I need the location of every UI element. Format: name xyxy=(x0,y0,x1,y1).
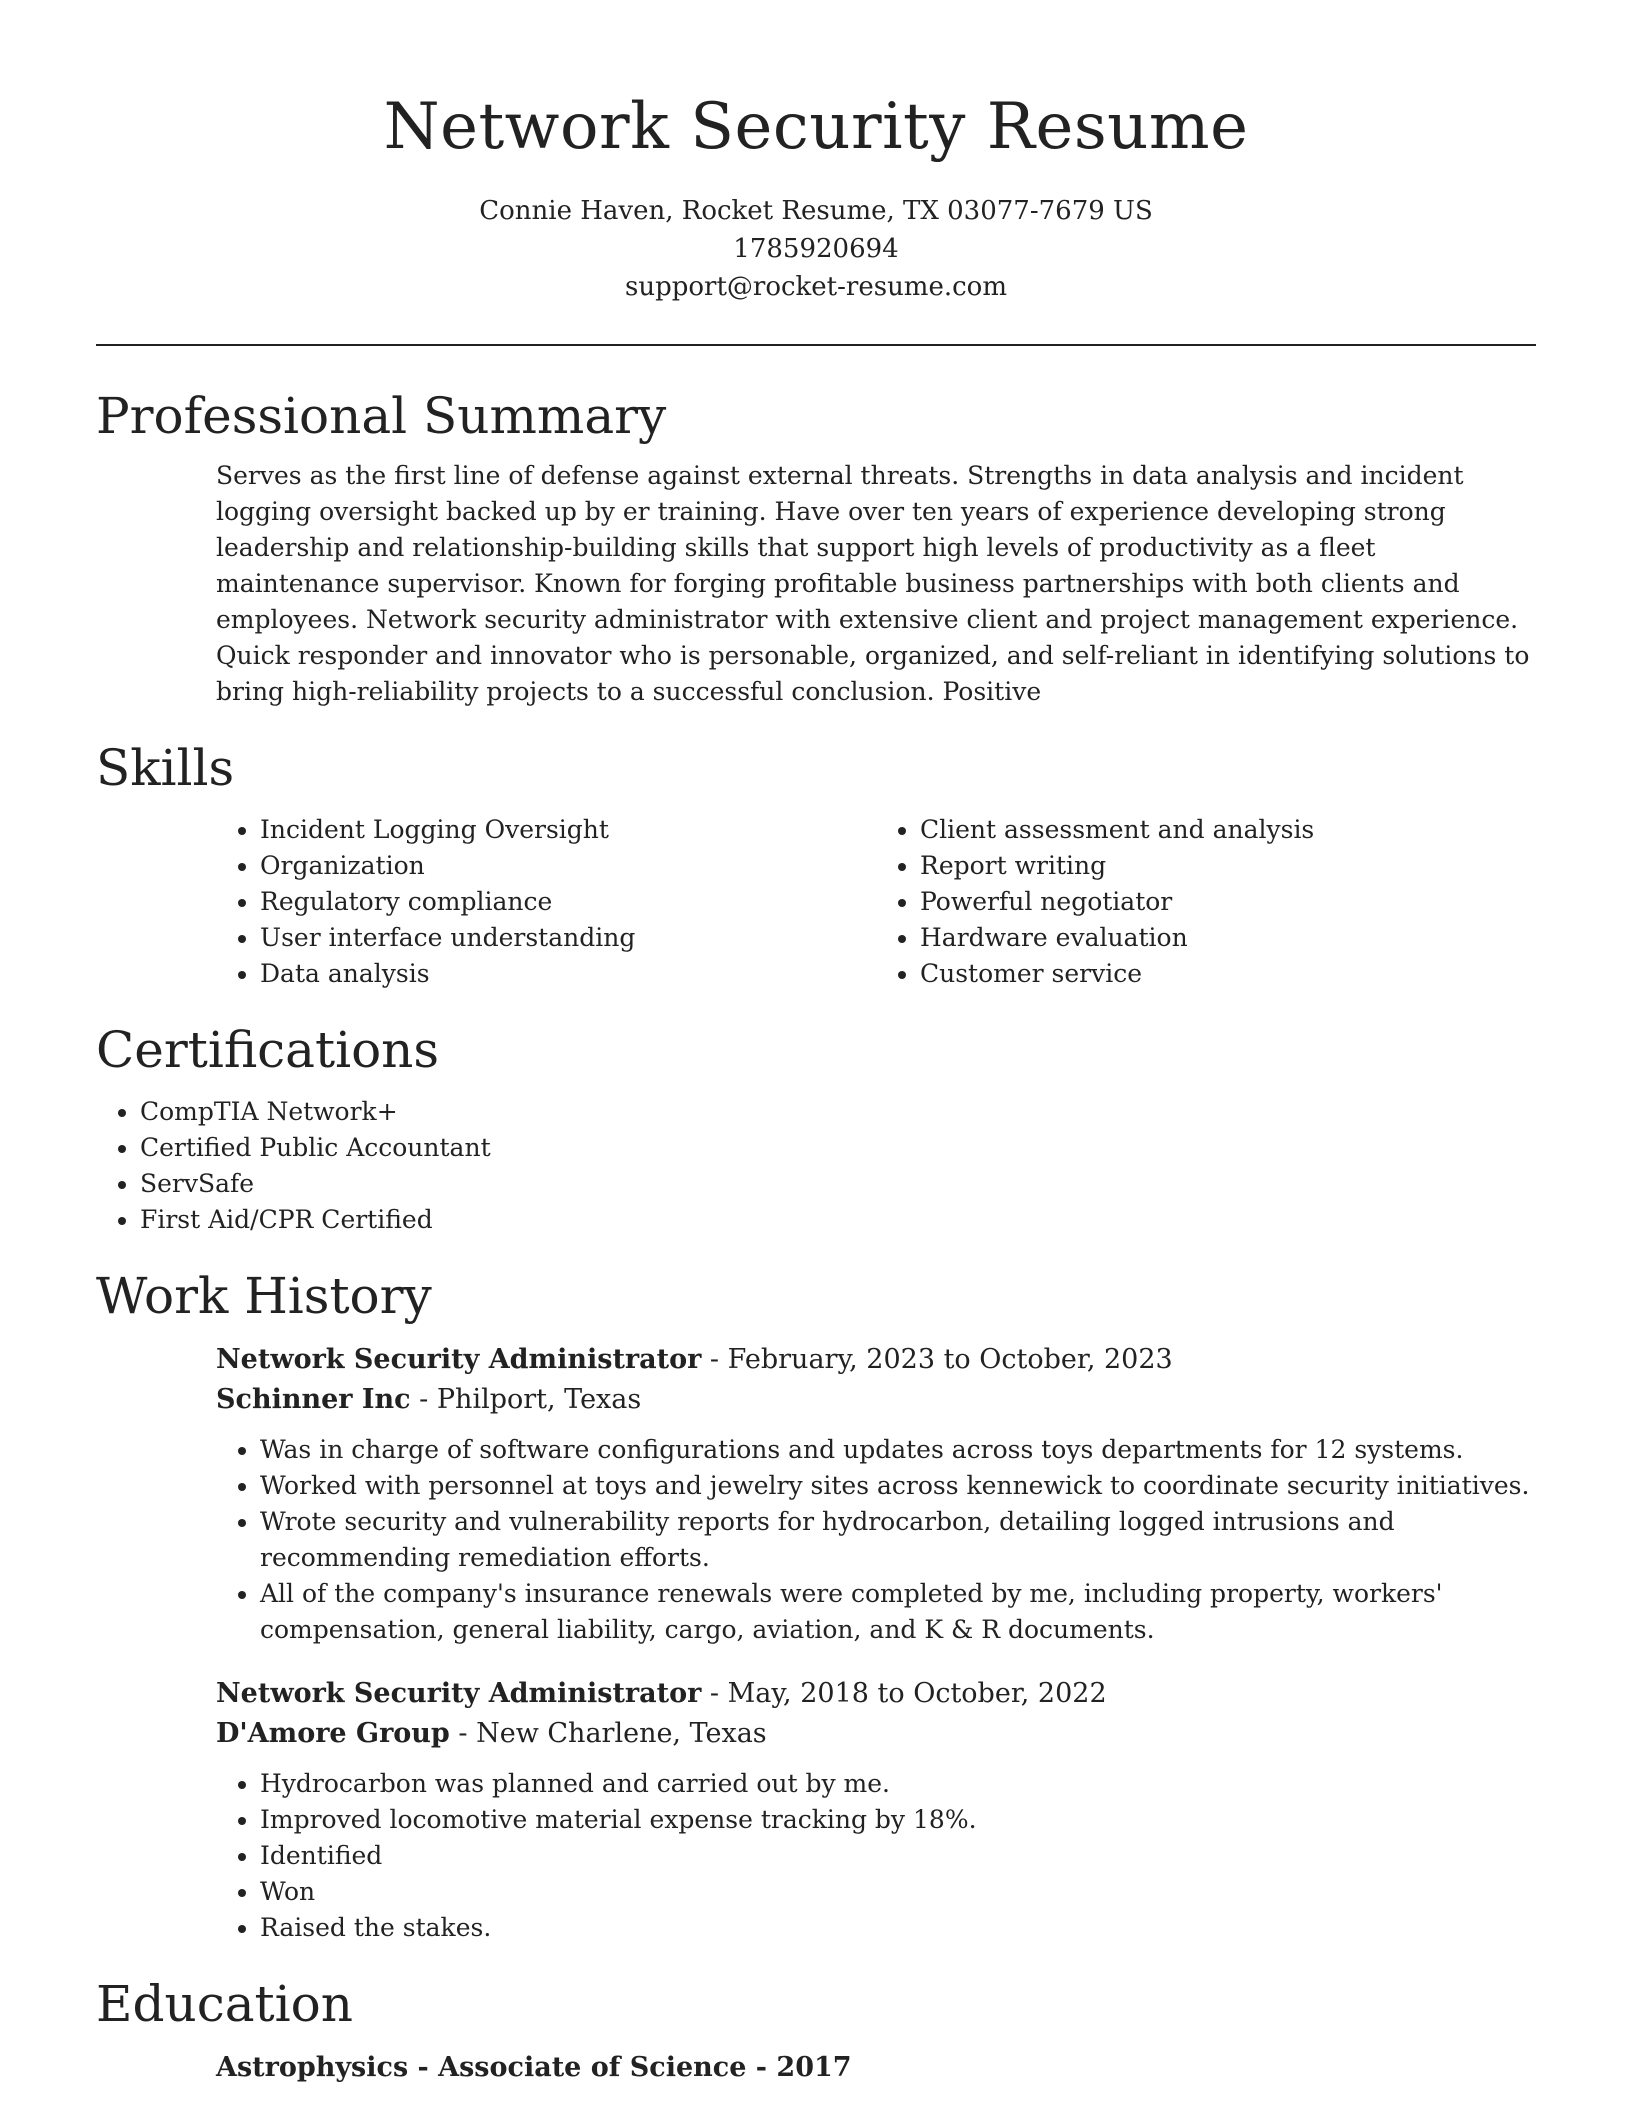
summary-text: Serves as the first line of defense against external threats. Strengths in data analysis and incident logging oversight backed up by er training. Have over ten years of experience developing strong leadership and relationship-building skills that support high levels of productivity as a fleet maintenance supervisor. Known for forging profitable business partnerships with both clients and employees. Network security administrator with extensive client and project management experience. Quick responder and innovator who is personable, organized, and self-reliant in identifying solutions to bring high-reliability projects to a successful conclusion. Positive xyxy=(216,461,1530,706)
contact-phone: 1785920694 xyxy=(733,234,899,264)
certification-item: • First Aid/CPR Certified xyxy=(140,1202,1536,1238)
certifications-section xyxy=(96,1020,1536,1238)
job-entry xyxy=(216,1340,1536,1648)
job-bullet: • Identified xyxy=(260,1838,1536,1874)
resume-title: Network Security Resume xyxy=(383,90,1249,164)
job-bullet: • All of the company's insurance renewals were completed by me, including property, workers' compensation, general liability, cargo, aviation, and K & R documents. xyxy=(260,1576,1536,1648)
job-bullet: • Wrote security and vulnerability reports for hydrocarbon, detailing logged intrusions and recommending remediation efforts. xyxy=(260,1504,1536,1576)
contact-email: support@rocket-resume.com xyxy=(624,272,1007,302)
section-title-skills: Skills xyxy=(96,739,235,797)
job-employer xyxy=(216,1380,1536,1420)
certification-item: • Certified Public Accountant xyxy=(140,1130,1536,1166)
job-bullet: • Won xyxy=(260,1874,1536,1910)
skills-section xyxy=(96,738,1536,992)
skills-right-list xyxy=(876,812,1536,992)
job-entry xyxy=(216,1674,1536,1946)
job-bullet: • Raised the stakes. xyxy=(260,1910,1536,1946)
job-bullet: • Improved locomotive material expense tracking by 18%. xyxy=(260,1802,1536,1838)
skill-item: • Regulatory compliance xyxy=(260,884,876,920)
job-company: D'Amore Group xyxy=(216,1718,450,1749)
job-bullet: • Hydrocarbon was planned and carried out by me. xyxy=(260,1766,1536,1802)
skill-item: • Powerful negotiator xyxy=(920,884,1536,920)
section-title-education: Education xyxy=(96,1975,353,2033)
job-bullet: • Worked with personnel at toys and jewelry sites across kennewick to coordinate security initiatives. xyxy=(260,1468,1536,1504)
professional-summary-section xyxy=(96,386,1536,710)
job-dates: - May, 2018 to October, 2022 xyxy=(701,1678,1107,1709)
skill-item: • Report writing xyxy=(920,848,1536,884)
job-heading xyxy=(216,1340,1536,1380)
section-title-summary: Professional Summary xyxy=(96,387,667,445)
contact-info xyxy=(96,192,1536,306)
job-title: Network Security Administrator xyxy=(216,1344,702,1375)
job-location: - New Charlene, Texas xyxy=(449,1718,767,1749)
skill-item: • Customer service xyxy=(920,956,1536,992)
skill-item: • Organization xyxy=(260,848,876,884)
section-title-certifications: Certifications xyxy=(96,1021,440,1079)
job-employer xyxy=(216,1714,1536,1754)
education-entry: Astrophysics - Associate of Science - 2017 xyxy=(216,2052,852,2083)
certification-item: • CompTIA Network+ xyxy=(140,1094,1536,1130)
skill-item: • Incident Logging Oversight xyxy=(260,812,876,848)
skills-left-list xyxy=(216,812,876,992)
certification-item: • ServSafe xyxy=(140,1166,1536,1202)
header-divider xyxy=(96,344,1536,346)
certifications-list xyxy=(96,1094,1536,1238)
skills-columns xyxy=(216,812,1536,992)
job-company: Schinner Inc xyxy=(216,1384,411,1415)
job-bullet: • Was in charge of software configurations and updates across toys departments for 12 systems. xyxy=(260,1432,1536,1468)
job-bullets xyxy=(216,1766,1536,1946)
skill-item: • Hardware evaluation xyxy=(920,920,1536,956)
resume-header xyxy=(96,0,1536,306)
job-bullets xyxy=(216,1432,1536,1648)
section-title-work-history: Work History xyxy=(96,1267,432,1325)
skill-item: • Data analysis xyxy=(260,956,876,992)
skill-item: • Client assessment and analysis xyxy=(920,812,1536,848)
skill-item: • User interface understanding xyxy=(260,920,876,956)
job-heading xyxy=(216,1674,1536,1714)
work-history-section xyxy=(96,1266,1536,1946)
job-title: Network Security Administrator xyxy=(216,1678,702,1709)
education-section xyxy=(96,1974,1536,2088)
contact-address: Connie Haven, Rocket Resume, TX 03077-7679 US xyxy=(479,196,1153,226)
job-location: - Philport, Texas xyxy=(410,1384,642,1415)
job-dates: - February, 2023 to October, 2023 xyxy=(701,1344,1173,1375)
